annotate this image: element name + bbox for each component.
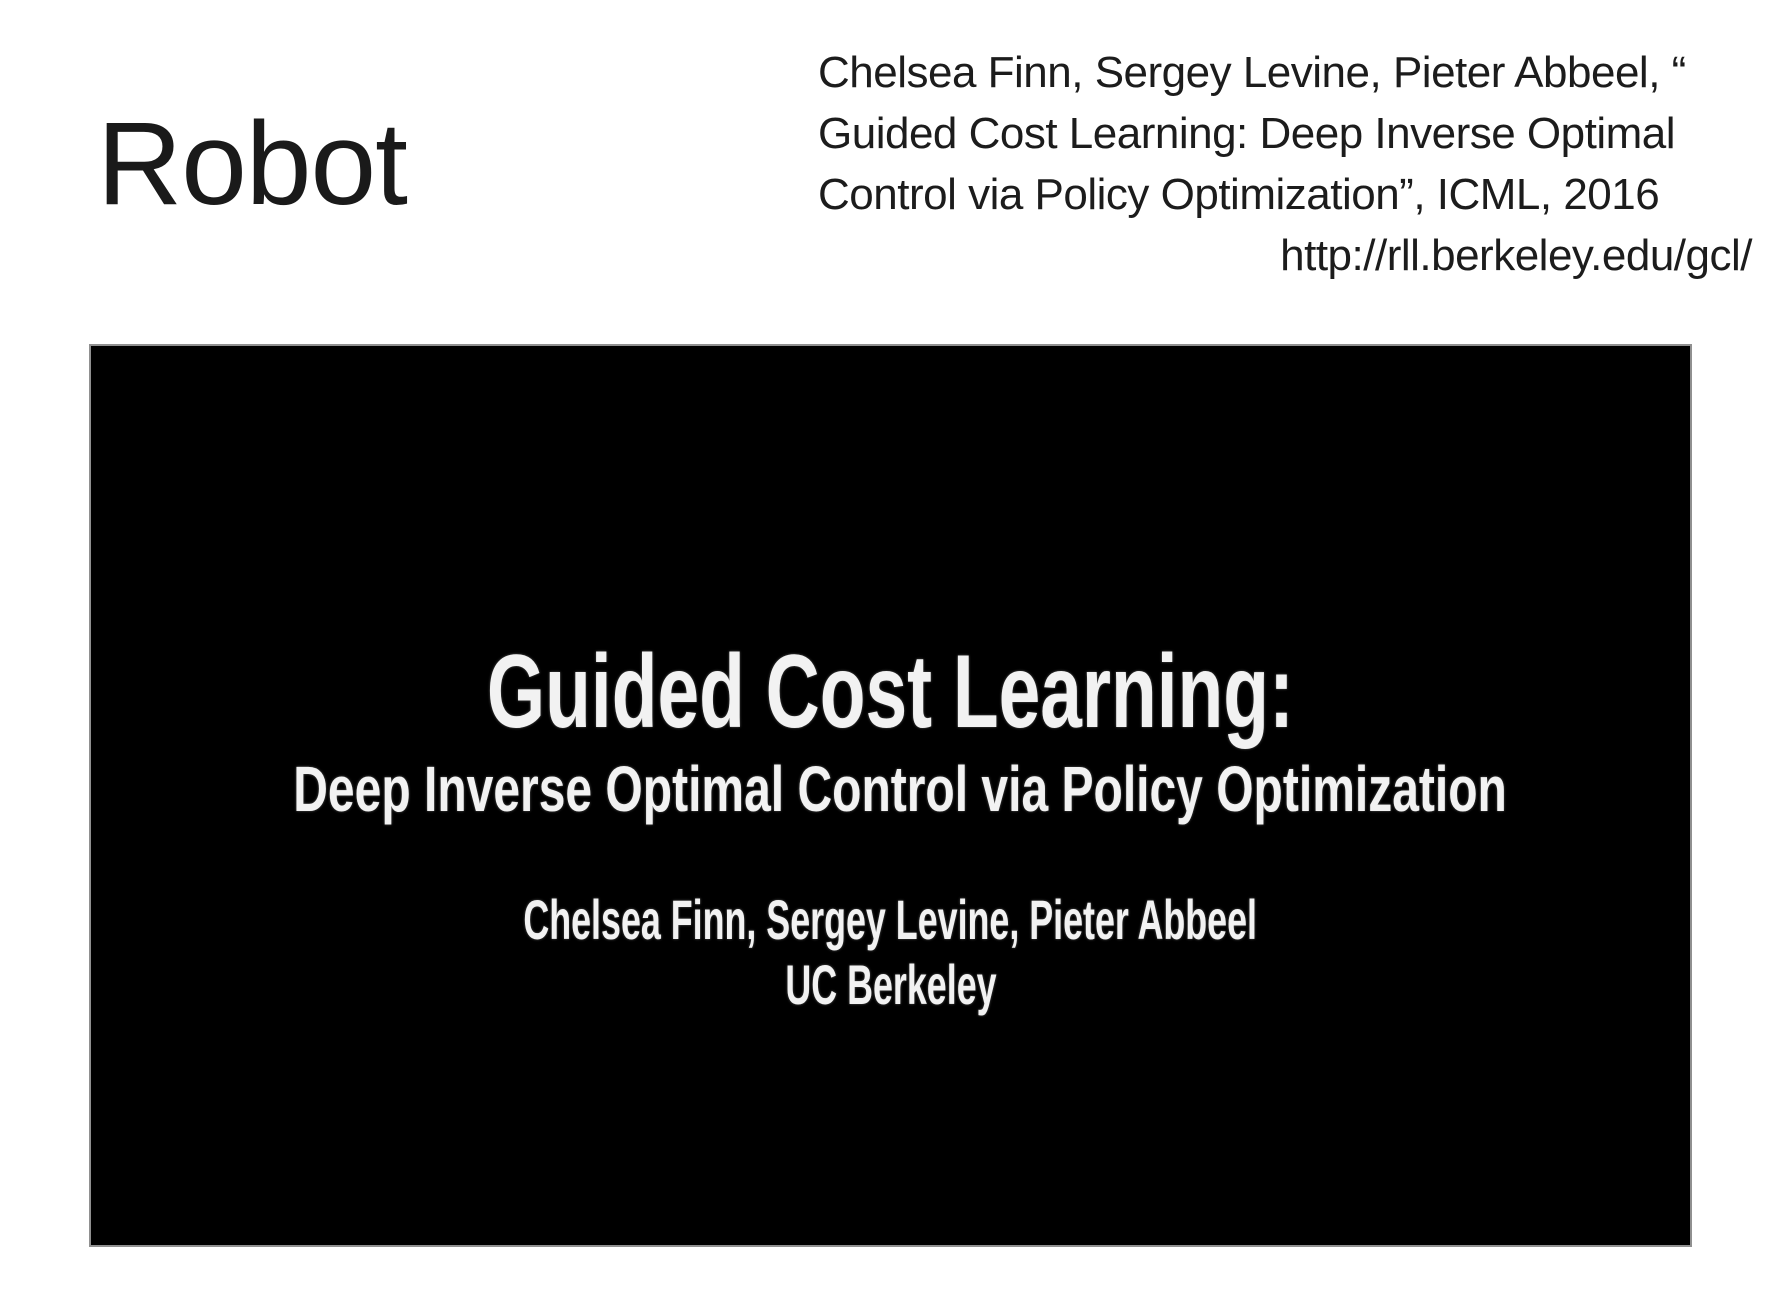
citation-block	[818, 42, 1752, 286]
citation-line-2: Guided Cost Learning: Deep Inverse Optimal	[818, 109, 1676, 158]
citation-line-1: Chelsea Finn, Sergey Levine, Pieter Abbeel, “	[818, 48, 1686, 97]
citation-line-3: Control via Policy Optimization”, ICML, 2016	[818, 170, 1660, 219]
slide-heading: Robot	[97, 98, 407, 230]
video-authors-line	[91, 888, 1690, 951]
citation-url: http://rll.berkeley.edu/gcl/	[1280, 231, 1752, 280]
video-affiliation-text: UC Berkeley	[784, 953, 997, 1016]
video-subtitle-text: Deep Inverse Optimal Control via Policy Optimization	[293, 753, 1507, 825]
video-subtitle-line	[91, 753, 1690, 825]
video-title-line	[91, 634, 1690, 750]
video-affiliation-line	[91, 953, 1690, 1016]
video-authors-text: Chelsea Finn, Sergey Levine, Pieter Abbeel	[523, 888, 1258, 951]
embedded-video-frame[interactable]	[89, 344, 1692, 1247]
video-title-text: Guided Cost Learning:	[486, 634, 1295, 750]
